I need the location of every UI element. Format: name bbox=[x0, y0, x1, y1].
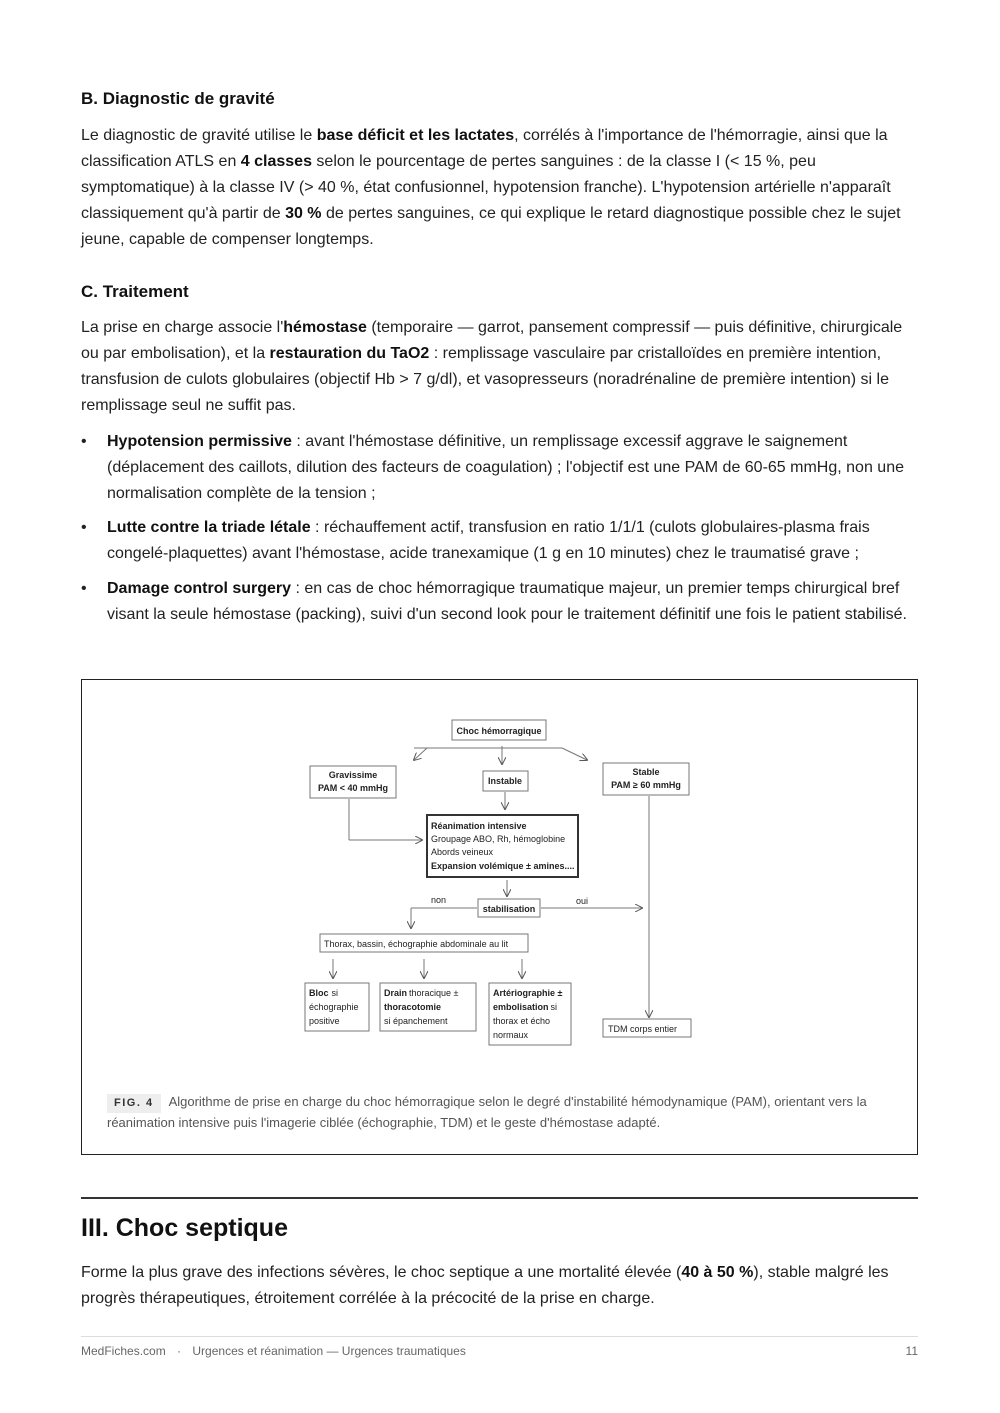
section-c-paragraph: La prise en charge associe l'hémostase (temporaire — garrot, pansement compressif — puis définitive, chirurgicale ou par embolisation), et la restauration du TaO2 : remplissage vasculaire par cristalloïdes en première intention, transfusion de culots globulaires (objectif Hb > 7 g/dl), et vasopresseurs (noradrénaline de première intention) si le remplissage seul ne suffit pas. bbox=[81, 319, 903, 414]
node-gravissime-label-1: Gravissime bbox=[328, 770, 378, 780]
bullet-hypotension-permissive bbox=[81, 429, 918, 507]
bullet-text: Lutte contre la triade létale : réchauffement actif, transfusion en ratio 1/1/1 (culots globulaires-plasma frais congelé-plaquettes) avant l'hémostase, acide tranexamique (1 g en 10 minutes) chez le traumatisé grave ; bbox=[107, 519, 870, 562]
node-bloc-label-2: échographie bbox=[309, 1002, 359, 1012]
node-drain-label-2: thoracotomie bbox=[384, 1002, 442, 1012]
bullet-dot: • bbox=[81, 519, 87, 536]
node-stable-label-1: Stable bbox=[632, 767, 660, 777]
node-drain-label-3: si épanchement bbox=[384, 1016, 448, 1026]
bullet-text: Hypotension permissive : avant l'hémostase définitive, un remplissage excessif aggrave le saignement (déplacement des caillots, dilution des facteurs de coagulation) ; l'objectif est une PAM de 60-65 mmHg, non une normalisation complète de la tension ; bbox=[107, 433, 904, 502]
node-rea-label-1: Réanimation intensive bbox=[431, 821, 527, 831]
section-c-heading: C. Traitement bbox=[81, 282, 189, 301]
footer-breadcrumb: Urgences et réanimation — Urgences traumatiques bbox=[192, 1344, 466, 1358]
node-thorax-label: Thorax, bassin, échographie abdominale au lit bbox=[324, 939, 509, 949]
node-art-label-2b: si bbox=[550, 1002, 558, 1012]
page-number: 11 bbox=[905, 1344, 918, 1358]
bullet-triade-letale bbox=[81, 515, 918, 567]
node-art-label-1: Artériographie ± bbox=[493, 988, 563, 998]
edge-oui-label: oui bbox=[576, 896, 589, 906]
node-rea-label-2: Groupage ABO, Rh, hémoglobine bbox=[431, 834, 566, 844]
figure-tag: FIG. 4 bbox=[107, 1094, 161, 1113]
node-rea-label-4: Expansion volémique ± amines.... bbox=[431, 861, 575, 871]
node-instable-label: Instable bbox=[487, 776, 523, 786]
section-divider bbox=[81, 1197, 918, 1199]
node-art-label-2 bbox=[493, 1002, 557, 1012]
node-stabilisation-label: stabilisation bbox=[482, 904, 536, 914]
node-bloc-label-1 bbox=[309, 988, 338, 998]
node-art-label-2a: embolisation bbox=[493, 1002, 549, 1012]
bullet-dot: • bbox=[81, 433, 87, 450]
node-bloc-label-1a: Bloc bbox=[309, 988, 329, 998]
node-root-label: Choc hémorragique bbox=[456, 726, 542, 736]
node-art-label-3: thorax et écho bbox=[493, 1016, 551, 1026]
figure-4 bbox=[81, 679, 918, 1155]
page-footer bbox=[81, 1344, 918, 1358]
node-rea-label-3: Abords veineux bbox=[431, 847, 494, 857]
node-stable-label-2: PAM ≥ 60 mmHg bbox=[611, 780, 681, 790]
node-tdm-label: TDM corps entier bbox=[608, 1024, 678, 1034]
section-b-paragraph: Le diagnostic de gravité utilise le base déficit et les lactates, corrélés à l'importance de l'hémorragie, ainsi que la classification ATLS en 4 classes selon le pourcentage de pertes sanguines : de la classe I (< 15 %, peu symptomatique) à la classe IV (> 40 %, état confusionnel, hypotension franche). L'hypotension artérielle n'apparaît classiquement qu'à partir de 30 % de pertes sanguines, ce qui explique le retard diagnostique possible chez le sujet jeune, capable de compenser longtemps. bbox=[81, 127, 901, 248]
bullet-dot: • bbox=[81, 580, 87, 597]
node-bloc-label-3: positive bbox=[309, 1016, 340, 1026]
footer-site-link[interactable]: MedFiches.com bbox=[81, 1344, 166, 1358]
node-bloc-label-1b: si bbox=[331, 988, 339, 998]
node-drain-label-1a: Drain bbox=[384, 988, 408, 998]
bullet-damage-control bbox=[81, 576, 918, 628]
node-art-label-4: normaux bbox=[493, 1030, 529, 1040]
node-drain-label-1b: thoracique ± bbox=[409, 988, 459, 998]
edge-non-label: non bbox=[431, 895, 447, 905]
section-3-heading: III. Choc septique bbox=[81, 1214, 288, 1242]
footer-separator: · bbox=[177, 1344, 182, 1358]
figure-caption-text: Algorithme de prise en charge du choc hémorragique selon le degré d'instabilité hémodynamique (PAM), orientant vers la réanimation intensive puis l'imagerie ciblée (échographie, TDM) et le geste d'hémostase adapté. bbox=[107, 1094, 867, 1130]
bullet-text: Damage control surgery : en cas de choc hémorragique traumatique majeur, un premier temps chirurgical bref visant la seule hémostase (packing), suivi d'un second look pour le traitement définitif une fois le patient stabilisé. bbox=[107, 580, 907, 623]
section-b-heading: B. Diagnostic de gravité bbox=[81, 89, 275, 108]
footer-divider bbox=[81, 1336, 918, 1337]
flowchart bbox=[82, 680, 916, 1080]
node-gravissime-label-2: PAM < 40 mmHg bbox=[317, 783, 389, 793]
node-drain-label-1 bbox=[384, 988, 459, 998]
section-3-paragraph: Forme la plus grave des infections sévères, le choc septique a une mortalité élevée (40 à 50 %), stable malgré les progrès thérapeutiques, étroitement corrélée à la précocité de la prise en charge. bbox=[81, 1264, 889, 1307]
figure-caption bbox=[107, 1092, 897, 1133]
